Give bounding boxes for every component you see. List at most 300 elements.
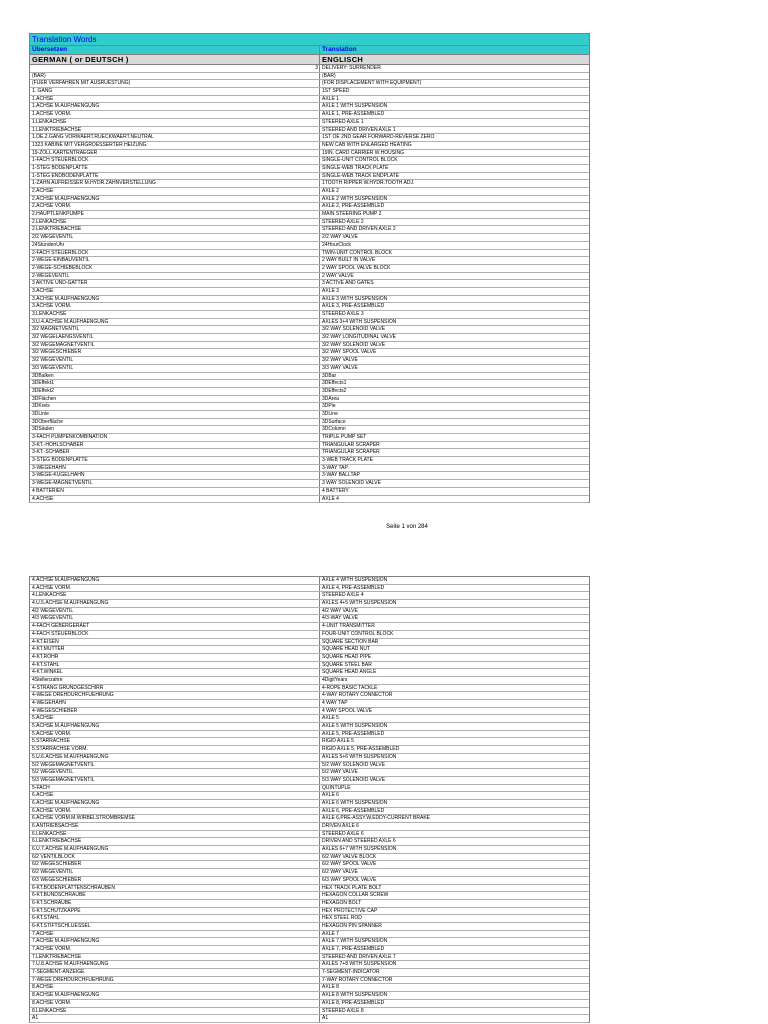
english-term: AXLE 3 WITH SUSPENSION — [322, 295, 388, 302]
german-term: 7.ACHSE M.AUFHAENGUNG — [32, 938, 100, 945]
german-term: 6-KT.BUNDSCHRAUBE — [32, 892, 86, 899]
english-term: SQUARE HEAD PIPE — [322, 653, 372, 660]
english-term: MAIN STEERING PUMP 2 — [322, 211, 382, 218]
german-term: 1.ACHSE VORM. — [32, 111, 72, 118]
table-row — [30, 88, 589, 96]
german-term-cell — [30, 257, 320, 264]
german-term-cell — [30, 923, 320, 930]
german-term-cell — [30, 157, 320, 164]
english-term: TRIANGULAR SCRAPER — [322, 449, 380, 456]
english-term: SQUARE SECTION BAR — [322, 638, 379, 645]
german-term-cell — [30, 685, 320, 692]
german-term-cell — [30, 342, 320, 349]
english-term: 5/2 WAY SOLENOID VALVE — [322, 761, 386, 768]
english-term: 19IN. CARD CARRIER W.HOUSING — [322, 149, 404, 156]
german-term-cell — [30, 869, 320, 876]
english-term: 3/2 WAY SOLENOID VALVE — [322, 341, 386, 348]
german-term-cell — [30, 288, 320, 295]
german-term-cell — [30, 785, 320, 792]
german-term-cell — [30, 592, 320, 599]
german-term-cell — [30, 677, 320, 684]
english-term: 4 WAY TAP — [322, 700, 348, 706]
english-term: AXLE 6, PRE-ASSEMBLED — [322, 807, 385, 814]
german-term-cell — [30, 273, 320, 280]
german-term: 5.ACHSE — [32, 715, 54, 722]
english-term: 5/2 WAY VALVE — [322, 769, 358, 776]
german-term: 4.ACHSE M.AUFHAENGUNG — [32, 577, 100, 583]
table-row — [30, 769, 589, 777]
table-row — [30, 311, 589, 319]
german-term-cell — [30, 449, 320, 456]
english-term: NEW CAB WITH ENLARGED HEATING — [322, 141, 412, 148]
english-term: AXLE 3 — [322, 287, 339, 294]
english-term: TRIPLE PUMP SET — [322, 434, 367, 440]
table-row — [30, 969, 589, 977]
german-term: 4-KT.WINKEL — [32, 669, 63, 676]
german-term-cell — [30, 380, 320, 387]
german-term: 2/2 WEGEVENTIL — [32, 234, 74, 241]
german-term: 3DSäulen — [32, 426, 54, 433]
german-term: 2.LENKTRIEBACHSE — [32, 226, 82, 233]
german-term-cell — [30, 103, 320, 110]
language-header-row — [29, 55, 590, 65]
english-term: 3/2 WAY VALVE — [322, 357, 358, 364]
german-term-cell — [30, 457, 320, 464]
german-term-cell — [30, 119, 320, 126]
table-row — [30, 488, 589, 496]
german-term: 1. GANG — [32, 88, 53, 95]
german-term: 8.ACHSE M.AUFHAENGUNG — [32, 992, 100, 999]
english-term: AXLE 8, PRE-ASSEMBLED — [322, 999, 385, 1006]
table-row — [30, 846, 589, 854]
german-term: 3DFlächen — [32, 395, 57, 402]
german-term-cell — [30, 723, 320, 730]
table-row — [30, 426, 589, 434]
table-row — [30, 715, 589, 723]
english-term: 3DPie — [322, 403, 336, 410]
table-row — [30, 173, 589, 181]
english-term: SQUARE STEEL BAR — [322, 661, 372, 668]
english-term: STEERED AXLE 2 — [322, 218, 364, 225]
english-term: DRIVEN AND STEERED AXLE 6 — [322, 838, 396, 845]
english-term: 3 WAY SOLENOID VALVE — [322, 480, 381, 487]
german-term-cell — [30, 823, 320, 830]
german-term: 3.ACHSE — [32, 287, 54, 294]
table-row — [30, 800, 589, 808]
german-term-cell — [30, 908, 320, 915]
german-term: 6.ANTRIEBSACHSE — [32, 823, 79, 829]
german-term: 4.U.5.ACHSE M.AUFHAENGUNG — [32, 600, 109, 607]
german-term-cell — [30, 662, 320, 669]
german-term-cell — [30, 142, 320, 149]
german-term: 3DKreis — [32, 403, 50, 410]
german-term: 4-FACH GEBERGERAET — [32, 623, 90, 630]
german-term: 6.ACHSE VORM. — [32, 807, 72, 814]
german-term-cell — [30, 180, 320, 187]
german-term: 4.LENKACHSE — [32, 592, 67, 599]
english-term: AXLE 8 WITH SUSPENSION — [322, 992, 388, 999]
german-term: 4-KT.EISEN — [32, 638, 59, 645]
german-term: 4/3 WEGEVENTIL — [32, 615, 74, 622]
table-row — [30, 608, 589, 616]
english-term: 2 WAY BUILT IN VALVE — [322, 257, 376, 264]
german-term-cell — [30, 615, 320, 622]
german-term: 6-KT.BODENPLATTENSCHRAUBEN — [32, 884, 115, 891]
table-row — [30, 396, 589, 404]
english-term: AXLE 1 — [322, 95, 339, 102]
english-term: TRIANGULAR SCRAPER — [322, 441, 380, 448]
german-term: 7-SEGMENT-ANZEIGE — [32, 969, 85, 976]
german-term-cell — [30, 762, 320, 769]
german-term: 7.LENKTRIEBACHSE — [32, 953, 82, 960]
german-term: 3-WEGE-MAGNETVENTIL — [32, 480, 93, 487]
german-term: 4-FACH STEUERBLOCK — [32, 630, 89, 637]
german-term: 4-WEGEHAHN — [32, 700, 66, 706]
table-row — [30, 792, 589, 800]
table-body-page-2 — [29, 576, 590, 1023]
english-term: STEERED AND DRIVEN AXLE 2 — [322, 226, 396, 233]
german-term-cell — [30, 738, 320, 745]
english-term: SQUARE HEAD NUT — [322, 646, 371, 653]
english-term: SINGLE-WEB TRACK ENDPLATE — [322, 172, 400, 179]
table-row — [30, 631, 589, 639]
table-row — [30, 257, 589, 265]
sheet-title: Translation Words — [29, 33, 590, 46]
german-term-cell — [30, 388, 320, 395]
english-term: 3/2 WAY SPOOL VALVE — [322, 349, 377, 356]
english-term: 3-WAY TAP — [322, 464, 348, 471]
table-row — [30, 380, 589, 388]
german-term: 6.U.7.ACHSE M.AUFHAENGUNG — [32, 846, 109, 853]
german-term-cell — [30, 854, 320, 861]
table-row — [30, 142, 589, 150]
english-term: 3DLine — [322, 410, 338, 417]
german-term: 4.ACHSE VORM. — [32, 584, 72, 591]
german-term: 3-WEGE-KUGELHAHN — [32, 472, 85, 479]
german-term-cell — [30, 411, 320, 418]
table-row — [30, 646, 589, 654]
english-term: 6/3 WAY SPOOL VALVE — [322, 876, 377, 883]
german-term-cell — [30, 196, 320, 203]
english-term: HEX PROTECTIVE CAP — [322, 907, 378, 914]
german-term: 6.LENKACHSE — [32, 830, 67, 837]
table-row — [30, 777, 589, 785]
german-term-cell — [30, 242, 320, 249]
table-row — [30, 823, 589, 831]
german-term-cell — [30, 877, 320, 884]
german-term-cell — [30, 646, 320, 653]
table-row — [30, 923, 589, 931]
english-term: A1 — [322, 1015, 329, 1022]
table-row — [30, 496, 589, 504]
german-term-cell — [30, 434, 320, 441]
english-term: STEERED AXLE 8 — [322, 1007, 364, 1014]
german-term-cell — [30, 931, 320, 938]
table-row — [30, 319, 589, 327]
german-term-cell — [30, 861, 320, 868]
translation-sheet-page-2 — [29, 576, 590, 1023]
english-term: AXLES 6+7 WITH SUSPENSION — [322, 846, 397, 853]
german-term: 1323 KABINE MIT VERGROESSERTER HEIZUNG — [32, 141, 147, 148]
table-row — [30, 96, 589, 104]
english-term: AXLE 7 — [322, 930, 339, 937]
table-row — [30, 808, 589, 816]
german-term-cell — [30, 419, 320, 426]
table-row — [30, 1008, 589, 1016]
table-row — [30, 677, 589, 685]
english-term: 2 WAY SPOOL VALVE BLOCK — [322, 264, 391, 271]
german-term-cell — [30, 815, 320, 822]
german-term-cell — [30, 938, 320, 945]
german-term-cell — [30, 669, 320, 676]
german-term: 3.U.4.ACHSE M.AUFHAENGUNG — [32, 318, 109, 325]
german-term: 1.ACHSE M.AUFHAENGUNG — [32, 103, 100, 110]
table-row — [30, 219, 589, 227]
german-term-cell — [30, 349, 320, 356]
german-term: 4 BATTERIEN — [32, 487, 64, 494]
german-term: 6-KT.SCHUTZKAPPE — [32, 907, 81, 914]
english-term: AXLE 4 — [322, 495, 339, 502]
table-row — [30, 303, 589, 311]
table-row — [30, 442, 589, 450]
english-term: 3DArea — [322, 395, 339, 402]
german-term-cell — [30, 715, 320, 722]
german-term-cell — [30, 977, 320, 984]
table-row — [30, 342, 589, 350]
german-term: 4/2 WEGEVENTIL — [32, 607, 74, 614]
table-row — [30, 273, 589, 281]
english-term: 3DBar — [322, 372, 337, 379]
table-row — [30, 480, 589, 488]
table-row — [30, 265, 589, 273]
table-row — [30, 754, 589, 762]
german-term: 7.ACHSE VORM. — [32, 946, 72, 952]
table-row — [30, 365, 589, 373]
german-term: 3-WEGEHAHN — [32, 464, 66, 471]
english-term: STEERED AXLE 1 — [322, 118, 364, 125]
german-term: 2.ACHSE VORM. — [32, 203, 72, 210]
german-term: 3/2 WEGESCHIEBER — [32, 349, 82, 356]
table-row — [30, 226, 589, 234]
english-term: TWIN-UNIT CONTROL BLOCK — [322, 249, 393, 256]
english-term: AXLE 6,PRE-ASSY.W.EDDY-CURRENT BRAKE — [322, 815, 430, 822]
table-row — [30, 938, 589, 946]
table-row — [30, 861, 589, 869]
german-term: 1-ZAHN AUFREISSER M.HYDR.ZAHNVERSTELLUNG — [32, 180, 156, 187]
english-term: STEERED AXLE 3 — [322, 311, 364, 317]
table-row — [30, 234, 589, 242]
english-term: AXLE 6 — [322, 792, 339, 799]
german-term: 5.U.6.ACHSE M.AUFHAENGUNG — [32, 753, 109, 760]
german-term-cell — [30, 915, 320, 922]
english-term: DELIVERY: SURRENDER — [322, 65, 381, 71]
german-term-cell — [30, 80, 320, 87]
german-term-cell — [30, 731, 320, 738]
english-term: AXLE 6 WITH SUSPENSION — [322, 799, 388, 806]
table-body-page-1 — [29, 65, 590, 503]
german-term-cell — [30, 403, 320, 410]
english-term: HEXAGON PIN SPANNER — [322, 922, 382, 929]
table-row — [30, 600, 589, 608]
english-term: STEERED AND DRIVEN AXLE 1 — [322, 126, 396, 133]
table-row — [30, 111, 589, 119]
german-term-cell — [30, 577, 320, 584]
german-term-cell — [30, 219, 320, 226]
german-term: 5.STARRACHSE VORM. — [32, 746, 88, 753]
german-term: 3.LENKACHSE — [32, 311, 67, 317]
table-row — [30, 654, 589, 662]
english-term: 6/2 WAY SPOOL VALVE — [322, 861, 377, 868]
english-term: 6/2 WAY VALVE — [322, 869, 358, 876]
table-row — [30, 639, 589, 647]
german-term-cell — [30, 1008, 320, 1015]
german-term-cell — [30, 88, 320, 95]
german-term: 4.ACHSE — [32, 495, 54, 502]
english-term: 1ST SPEED — [322, 88, 350, 95]
table-row — [30, 831, 589, 839]
german-term-cell — [30, 838, 320, 845]
table-row — [30, 915, 589, 923]
english-term: HEX STEEL ROD — [322, 915, 362, 922]
english-term: AXLES 7+8 WITH SUSPENSION — [322, 961, 397, 968]
german-term-cell — [30, 831, 320, 838]
english-term: STEERED AND DRIVEN AXLE 7 — [322, 953, 396, 960]
german-term-cell — [30, 442, 320, 449]
german-term: 4-KT.STAHL — [32, 661, 60, 668]
german-term: 4-KT.MUTTER — [32, 646, 65, 653]
table-row — [30, 738, 589, 746]
german-term: 3/2 WEGEVENTIL — [32, 357, 74, 364]
german-term-cell — [30, 1015, 320, 1022]
german-term: 7.ACHSE — [32, 930, 54, 937]
table-row — [30, 838, 589, 846]
english-term: HEX TRACK PLATE BOLT — [322, 884, 382, 891]
english-term: AXLE 7, PRE-ASSEMBLED — [322, 946, 385, 952]
german-term-cell — [30, 65, 320, 72]
german-term-cell — [30, 900, 320, 907]
german-term: 2-FACH STEUERBLOCK — [32, 249, 89, 256]
table-row — [30, 685, 589, 693]
page-number-label: Seite 1 von 284 — [386, 524, 428, 530]
german-term-cell — [30, 357, 320, 364]
table-row — [30, 203, 589, 211]
german-term: 6.ACHSE M.AUFHAENGUNG — [32, 799, 100, 806]
german-term: 1.LENKACHSE — [32, 118, 67, 125]
german-term: 8.LENKACHSE — [32, 1007, 67, 1014]
german-term: 24StundenUhr — [32, 241, 65, 248]
row-number: 3 — [315, 65, 318, 71]
german-term: 2-WEGEVENTIL — [32, 272, 70, 279]
english-term: 7-WAY ROTARY CONNECTOR — [322, 976, 393, 983]
german-term-cell — [30, 946, 320, 953]
german-term-cell — [30, 488, 320, 495]
german-term: 2.ACHSE M.AUFHAENGUNG — [32, 195, 100, 202]
english-term: 3/3 WAY VALVE — [322, 364, 358, 371]
translation-sheet-page-1 — [29, 33, 590, 503]
german-term-cell — [30, 631, 320, 638]
english-term: AXLE 1 WITH SUSPENSION — [322, 103, 388, 110]
german-term: 6.ACHSE VORM.M.WIRBELSTROMBREMSE — [32, 815, 136, 822]
english-term: 5/3 WAY SOLENOID VALVE — [322, 776, 386, 783]
table-row — [30, 615, 589, 623]
english-term: 1TOOTH RIPPER W.HYDR.TOOTH ADJ. — [322, 180, 415, 187]
german-term-cell — [30, 496, 320, 503]
english-term: FOUR-UNIT CONTROL BLOCK — [322, 630, 394, 637]
german-term-cell — [30, 188, 320, 195]
english-term: RIGID AXLE 5 — [322, 738, 354, 745]
table-row — [30, 700, 589, 708]
table-row — [30, 434, 589, 442]
table-row — [30, 908, 589, 916]
german-term-cell — [30, 73, 320, 80]
table-row — [30, 815, 589, 823]
german-term: 3 AKTIVE UND-GATTER — [32, 280, 88, 287]
table-row — [30, 196, 589, 204]
table-row — [30, 692, 589, 700]
german-term-cell — [30, 426, 320, 433]
german-term: 5/3 WEGEMAGNETVENTIL — [32, 776, 95, 783]
english-term: AXLE 2, PRE-ASSEMBLED — [322, 203, 385, 210]
german-term: 1-FACH STEUERBLOCK — [32, 157, 89, 164]
english-term: 4-UNIT TRANSMITTER — [322, 623, 375, 630]
german-term-cell — [30, 1000, 320, 1007]
german-term-cell — [30, 173, 320, 180]
german-term: 1-STEG ENDBODENPLATTE — [32, 172, 99, 179]
german-term: 5/2 WEGEMAGNETVENTIL — [32, 761, 95, 768]
table-row — [30, 103, 589, 111]
english-term: AXLE 2 WITH SUSPENSION — [322, 195, 388, 202]
german-term: 5.ACHSE VORM. — [32, 730, 72, 737]
english-term: SINGLE-UNIT CONTROL BLOCK — [322, 157, 398, 164]
english-term: AXLE 5 — [322, 715, 339, 722]
table-row — [30, 357, 589, 365]
german-term: 5.STARRACHSE — [32, 738, 70, 745]
table-row — [30, 449, 589, 457]
table-row — [30, 472, 589, 480]
german-term-cell — [30, 226, 320, 233]
table-row — [30, 280, 589, 288]
table-row — [30, 931, 589, 939]
english-term: SQUARE HEAD ANGLE — [322, 669, 377, 676]
table-row — [30, 992, 589, 1000]
table-row — [30, 885, 589, 893]
table-row — [30, 388, 589, 396]
english-term: AXLES 4+5 WITH SUSPENSION — [322, 600, 397, 607]
table-row — [30, 165, 589, 173]
german-term: 3-FACH PUMPENKOMBINATION — [32, 434, 108, 440]
english-term: 3-WEB TRACK PLATE — [322, 457, 373, 464]
table-row — [30, 946, 589, 954]
german-term: 2.HAUPTLENKPUMPE — [32, 211, 84, 218]
german-term-cell — [30, 600, 320, 607]
german-term: (FUER VERFAHREN MIT AUSRUESTUNG) — [32, 80, 131, 87]
table-row — [30, 854, 589, 862]
german-term: 6.ACHSE — [32, 792, 54, 799]
table-row — [30, 457, 589, 465]
german-term-cell — [30, 623, 320, 630]
german-term: 1.OE.2.GANG VORWAERT.RUECKWAERT.NEUTRAL — [32, 134, 154, 141]
german-term-cell — [30, 234, 320, 241]
german-term-cell — [30, 754, 320, 761]
table-row — [30, 785, 589, 793]
german-term-cell — [30, 480, 320, 487]
english-term: HEXAGON COLLAR SCREW — [322, 892, 389, 899]
german-term-cell — [30, 303, 320, 310]
german-term: 4-WEGESCHIEBER — [32, 707, 78, 714]
german-term-cell — [30, 365, 320, 372]
german-term: 19-ZOLL KARTENTRAEGER — [32, 149, 98, 156]
table-row — [30, 188, 589, 196]
